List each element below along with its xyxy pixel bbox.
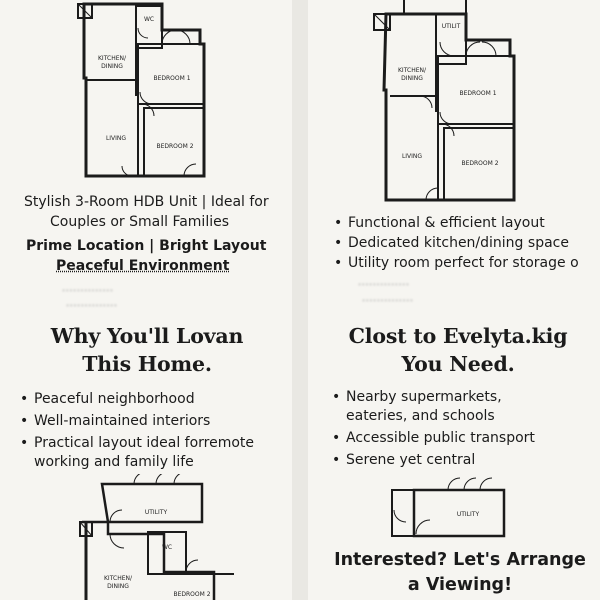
- feature-item: • Dedicated kitchen/dining space: [332, 234, 598, 253]
- obscured-text-1: ··············: [62, 286, 114, 297]
- obscured-text-2: ··············: [66, 301, 118, 312]
- benefit-item: • Well-maintained interiors: [18, 412, 284, 431]
- floor-plan-top-right-drawing: [370, 0, 520, 210]
- plan-label-wc: WC: [143, 16, 155, 23]
- feature-item: • Functional & efficient layout: [332, 214, 598, 233]
- floor-plan-top-left-drawing: [72, 0, 212, 180]
- headline-line-3: Prime Location | Bright Layout: [26, 238, 267, 254]
- plan-label-kitchen-line2: DINING: [101, 63, 123, 70]
- headline-line-2: Couples or Small Families: [50, 214, 230, 230]
- benefit-item: • Practical layout ideal forremote working and family life: [18, 434, 284, 472]
- plan-label-living: LIVING: [105, 135, 127, 142]
- headline-line-4: Peaceful Environment: [56, 258, 230, 274]
- obscured-text-1: ··············: [358, 280, 410, 291]
- plan-label-kitchen-line1: KITCHEN/: [103, 575, 133, 582]
- benefit-list: [18, 390, 284, 475]
- cta-line-2: a Viewing!: [407, 575, 513, 595]
- section-title-line-2: This Home.: [82, 352, 212, 376]
- plan-label-kitchen-line1: KITCHEN/: [97, 55, 127, 62]
- benefit-item: • Peaceful neighborhood: [18, 390, 284, 409]
- plan-label-wc: WC: [161, 544, 173, 551]
- location-item: • Accessible public transport: [330, 429, 530, 448]
- location-item: • Nearby supermarkets, eateries, and schools: [330, 388, 530, 426]
- plan-label-bedroom2: BEDROOM 2: [156, 143, 194, 150]
- plan-label-utility: UTILIT: [441, 23, 461, 30]
- headline-line-1: Stylish 3-Room HDB Unit | Ideal for: [24, 194, 269, 210]
- plan-label-kitchen-line2: DINING: [107, 583, 129, 590]
- location-list: [330, 388, 535, 473]
- floor-plan-bottom-left-drawing: [74, 474, 234, 600]
- plan-label-living: LIVING: [401, 153, 423, 160]
- section-title-line-2: You Need.: [401, 352, 515, 376]
- location-item: • Serene yet central: [330, 451, 530, 470]
- floor-plan-bottom-left: [74, 474, 234, 600]
- left-panel: [0, 0, 292, 600]
- obscured-text-2: ··············: [362, 296, 414, 307]
- feature-list: [332, 214, 598, 274]
- floor-plan-top-right: [370, 0, 520, 210]
- plan-label-bedroom2: BEDROOM 2: [173, 591, 211, 598]
- section-title-line-1: Clost to Evelyta.kig: [348, 324, 568, 348]
- plan-label-utility: UTILITY: [456, 511, 480, 518]
- section-title-line-1: Why You'll Lovan: [50, 324, 244, 348]
- plan-label-bedroom2: BEDROOM 2: [461, 160, 499, 167]
- cta-line-1: Interested? Let's Arrange: [334, 550, 586, 570]
- plan-label-bedroom1: BEDROOM 1: [459, 90, 497, 97]
- floor-plan-bottom-right: [388, 474, 508, 540]
- right-panel: [308, 0, 600, 600]
- floor-plan-bottom-right-drawing: [388, 474, 508, 540]
- plan-label-kitchen-line2: DINING: [401, 75, 423, 82]
- floor-plan-top-left: [72, 0, 212, 180]
- feature-item: • Utility room perfect for storage o: [332, 254, 598, 273]
- plan-label-bedroom1: BEDROOM 1: [153, 75, 191, 82]
- plan-label-utility: UTILITY: [144, 509, 168, 516]
- plan-label-kitchen-line1: KITCHEN/: [397, 67, 427, 74]
